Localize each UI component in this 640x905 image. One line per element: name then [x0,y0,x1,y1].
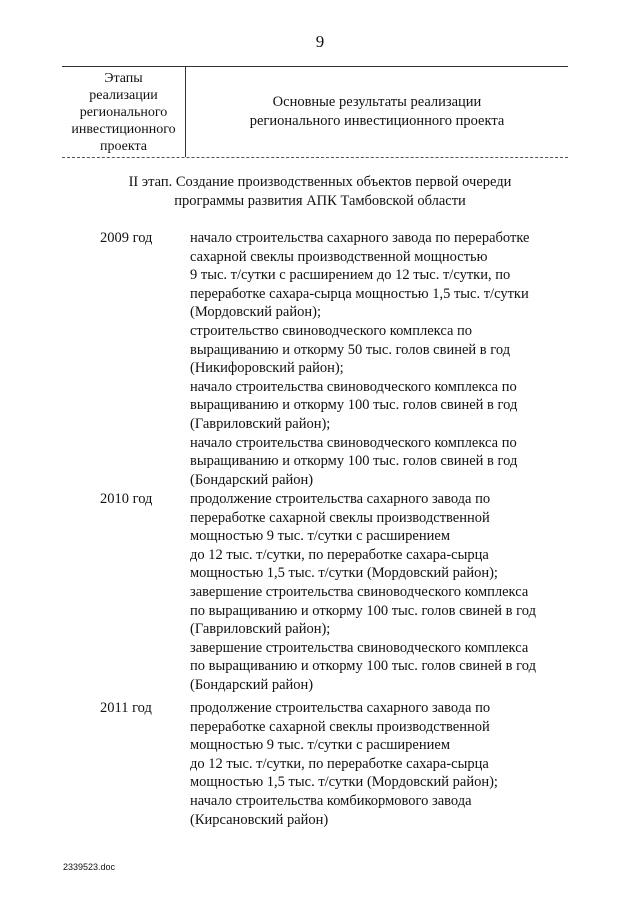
footer-doc-code: 2339523.doc [63,862,116,872]
year-text: продолжение строительства сахарного завода по переработке сахарной свеклы производственной мощностью 9 тыс. т/сутки с расширением до 12 тыс. т/сутки, по переработке сахара-сырца мощностью 1,5 тыс. т/сутки (Мордовский район); начало строительства комбикормового завода (Кирсановский район) [190,700,498,828]
header-table [62,66,568,158]
header-results-cell: Основные результаты реализации регионального инвестиционного проекта [249,94,505,129]
year-text: начало строительства сахарного завода по переработке сахарной свеклы производственной мощностью 9 тыс. т/сутки с расширением до 12 тыс. т/сутки, по переработке сахара-сырца мощностью 1,5 тыс. т/сутки (Мордовский район); строительство свиноводческого комплекса по выращиванию и откорму 50 тыс. голов свиней в год (Никифоровский район); начало строительства свиноводческого комплекса по выращиванию и откорму 100 тыс. голов свиней в год (Гавриловский район); начало строительства свиноводческого комплекса по выращиванию и откорму 100 тыс. голов свиней в год (Бондарский район) [190,230,530,488]
header-stages-cell: Этапы реализации регионального инвестиционного проекта [62,67,186,157]
year-text: продолжение строительства сахарного завода по переработке сахарной свеклы производственной мощностью 9 тыс. т/сутки с расширением до 12 тыс. т/сутки, по переработке сахара-сырца мощностью 1,5 тыс. т/сутки (Мордовский район); завершение строительства свиноводческого комплекса по выращиванию и откорму 100 тыс. голов свиней в год (Гавриловский район); завершение строительства свиноводческого комплекса по выращиванию и откорму 100 тыс. голов свиней в год (Бондарский район) [190,491,536,693]
year-label: 2011 год [100,700,152,716]
page-number: 9 [315,32,325,51]
year-label: 2010 год [100,491,153,507]
year-label: 2009 год [100,230,153,246]
section-title: II этап. Создание производственных объектов первой очереди программы развития АПК Тамбовской области [128,174,512,209]
